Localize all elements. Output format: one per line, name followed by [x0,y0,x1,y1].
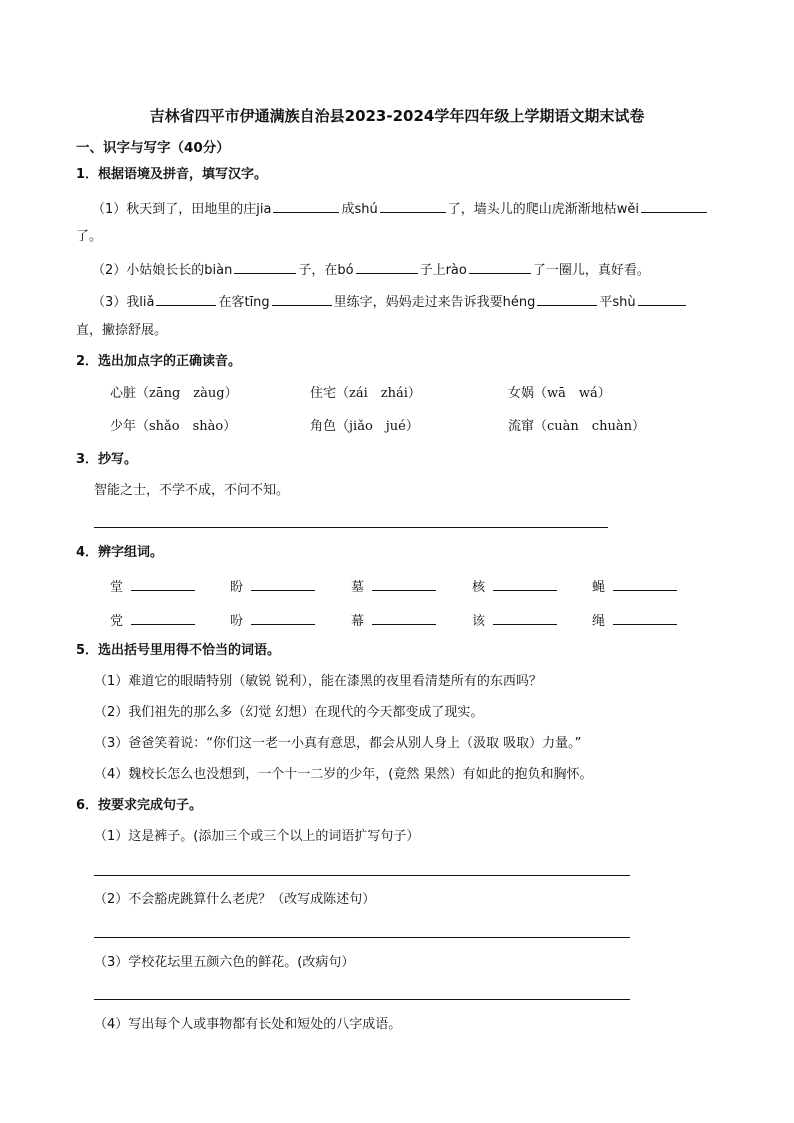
page-title: 吉林省四平市伊通满族自治县2023-2024学年四年级上学期语文期末试卷 [149,107,645,125]
choice-word: 少年 [110,419,137,434]
q1-line-1-end: 了。 [76,229,103,244]
section-heading: 一、识字与写字（40分） [76,140,230,156]
answer-blank[interactable] [156,291,216,306]
answer-blank[interactable] [613,576,677,591]
choice-options[interactable]: （zái zhái） [336,386,421,401]
answer-blank[interactable] [641,198,707,213]
char-item: 吩 [230,614,244,629]
q1-line3-part-d: 平shù [599,295,636,310]
word-pair [351,610,438,631]
q1-line2-part-c: 子上rào [419,263,467,278]
question-3-stem: 3．抄写。 [76,452,138,467]
q1-line2-part-d: 了一圈儿，真好看。 [532,263,650,278]
char-item: 绳 [592,614,606,629]
pinyin-choice [508,385,611,403]
q1-line3-part-c: 里练字，妈妈走过来告诉我要héng [333,295,536,310]
q5-item: （1）难道它的眼睛特别（敏锐 锐利），能在漆黑的夜里看清楚所有的东西吗？ [94,674,542,689]
answer-line[interactable] [94,937,630,938]
question-2-stem: 2．选出加点字的正确读音。 [76,354,242,369]
choice-options[interactable]: （jiǎo jué） [336,419,419,434]
answer-blank[interactable] [372,610,436,625]
q6-item: （2）不会豁虎跳算什么老虎？（改写成陈述句） [94,892,376,907]
q1-line2-part-a: （2）小姑娘长长的biàn [92,263,233,278]
question-6-stem: 6．按要求完成句子。 [76,798,203,813]
answer-blank[interactable] [493,610,557,625]
q1-line-1 [92,198,709,219]
choice-options[interactable]: （shǎo shào） [136,419,237,434]
answer-blank[interactable] [251,610,315,625]
char-item: 墓 [351,580,365,595]
word-pair [472,576,559,597]
char-item: 蝇 [592,580,606,595]
pinyin-choice [508,418,645,436]
answer-line[interactable] [94,999,630,1000]
choice-word: 心脏 [110,386,137,401]
q1-line1-part-b: 成shú [341,202,378,217]
choice-options[interactable]: （cuàn chuàn） [534,419,645,434]
word-pair [230,576,317,597]
answer-blank[interactable] [234,259,296,274]
q5-item: （4）魏校长怎么也没想到，一个十一二岁的少年，(竟然 果然）有如此的抱负和胸怀。 [94,767,593,782]
pinyin-choice [110,385,238,403]
question-1-stem [76,166,267,184]
q1-line2-part-b: 子，在bó [298,263,354,278]
choice-word: 住宅 [310,386,337,401]
answer-line[interactable] [94,875,630,876]
char-item: 堂 [110,580,124,595]
question-4-stem: 4．辨字组词。 [76,545,164,560]
answer-blank[interactable] [638,291,686,306]
answer-blank[interactable] [469,259,531,274]
char-item: 该 [472,614,486,629]
answer-blank[interactable] [273,198,339,213]
q1-line1-part-a: （1）秋天到了，田地里的庄jia [92,202,272,217]
word-pair [592,576,679,597]
word-pair [230,610,317,631]
word-pair [351,576,438,597]
q1-line-3-end: 直，撇捺舒展。 [76,323,168,338]
choice-options[interactable]: （wā wá） [534,386,611,401]
q5-item: （3）爸爸笑着说：“你们这一老一小真有意思，都会从别人身上（汲取 吸取）力量。” [94,736,582,751]
q1-line3-part-a: （3）我liǎ [92,295,155,310]
choice-word: 角色 [310,419,337,434]
question-5-stem: 5．选出括号里用得不恰当的词语。 [76,643,281,658]
answer-blank[interactable] [251,576,315,591]
q1-line1-part-c: 了，墙头儿的爬山虎渐渐地枯wěi [447,202,639,217]
choice-word: 女娲 [508,386,535,401]
char-item: 盼 [230,580,244,595]
answer-blank[interactable] [380,198,446,213]
q6-item: （3）学校花坛里五颜六色的鲜花。(改病句） [94,955,355,970]
q6-item: （4）写出每个人或事物都有长处和短处的八字成语。 [94,1017,402,1032]
choice-options[interactable]: （zāng zàug） [136,386,238,401]
copy-text: 智能之士，不学不成，不问不知。 [94,483,290,498]
pinyin-choice [110,418,236,436]
answer-line[interactable] [94,527,608,528]
answer-blank[interactable] [131,610,195,625]
word-pair [110,576,197,597]
answer-blank[interactable] [356,259,418,274]
word-pair [110,610,197,631]
char-item: 党 [110,614,124,629]
char-item: 核 [472,580,486,595]
answer-blank[interactable] [372,576,436,591]
q1-line3-part-b: 在客tīng [218,295,270,310]
answer-blank[interactable] [131,576,195,591]
choice-word: 流窜 [508,419,535,434]
q5-item: （2）我们祖先的那么多（幻觉 幻想）在现代的今天都变成了现实。 [94,705,484,720]
answer-blank[interactable] [272,291,332,306]
answer-blank[interactable] [493,576,557,591]
word-pair [592,610,679,631]
q6-item: （1）这是裤子。(添加三个或三个以上的词语扩写句子） [94,829,420,844]
answer-blank[interactable] [613,610,677,625]
word-pair [472,610,559,631]
question-1-text: 1．根据语境及拼音，填写汉字。 [76,167,268,182]
q1-line-3 [92,291,688,312]
pinyin-choice [310,385,421,403]
q1-line-2 [92,259,650,280]
answer-blank[interactable] [537,291,597,306]
pinyin-choice [310,418,419,436]
char-item: 幕 [351,614,365,629]
